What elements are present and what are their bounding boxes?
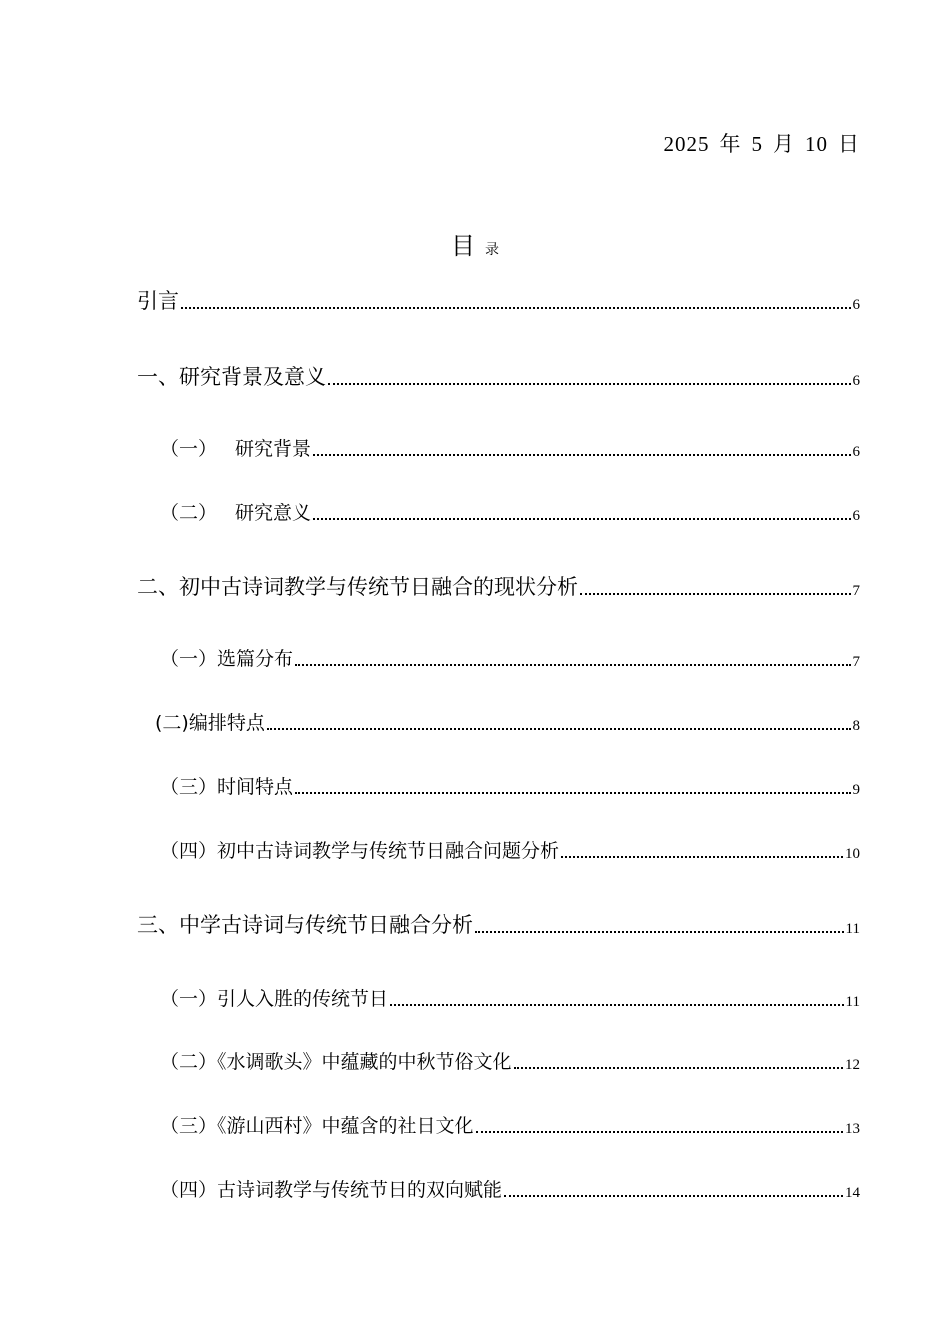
toc-entry-label: （二）《水调歌头》中蕴藏的中秋节俗文化 bbox=[160, 1051, 512, 1073]
toc-page-number: 8 bbox=[852, 718, 860, 734]
toc-entry-chapter-3[interactable] bbox=[137, 912, 860, 938]
toc-leader-dots bbox=[295, 792, 850, 794]
toc-entry-title: 研究背景 bbox=[235, 438, 312, 460]
toc-page-number: 6 bbox=[852, 444, 860, 460]
toc-entry-chapter-2[interactable] bbox=[137, 574, 860, 600]
date-year: 2025 bbox=[663, 132, 710, 156]
toc-entry-label: 二、初中古诗词教学与传统节日融合的现状分析 bbox=[137, 575, 578, 599]
toc-heading bbox=[0, 226, 950, 261]
toc-entry-label: （三）时间特点 bbox=[160, 776, 294, 798]
date-month-char: 月 bbox=[773, 132, 795, 156]
toc-entry-3-3[interactable] bbox=[160, 1114, 860, 1138]
toc-entry-label: （四）初中古诗词教学与传统节日融合问题分析 bbox=[160, 840, 560, 862]
toc-leader-dots bbox=[181, 307, 851, 309]
toc-heading-main: 目 bbox=[451, 232, 475, 260]
toc-entry-label: （四）古诗词教学与传统节日的双向赋能 bbox=[160, 1179, 503, 1201]
toc-leader-dots bbox=[580, 593, 851, 595]
toc-entry-title: 研究意义 bbox=[235, 502, 312, 524]
document-date bbox=[664, 128, 861, 158]
toc-leader-dots bbox=[267, 728, 851, 730]
toc-page-number: 9 bbox=[852, 782, 860, 798]
toc-page-number: 10 bbox=[845, 846, 860, 862]
toc-leader-dots bbox=[561, 856, 843, 858]
toc-page-number: 13 bbox=[845, 1121, 860, 1137]
toc-entry-1-1[interactable] bbox=[160, 437, 860, 461]
toc-entry-introduction[interactable] bbox=[137, 288, 860, 314]
date-year-char: 年 bbox=[719, 132, 742, 156]
toc-entry-label: （一）选篇分布 bbox=[160, 648, 294, 670]
toc-entry-chapter-1[interactable] bbox=[137, 364, 860, 390]
toc-leader-dots bbox=[295, 664, 850, 666]
toc-leader-dots bbox=[313, 454, 850, 456]
toc-leader-dots bbox=[390, 1004, 844, 1006]
date-day: 10 bbox=[805, 132, 828, 156]
toc-leader-dots bbox=[514, 1067, 843, 1069]
toc-page-number: 6 bbox=[852, 508, 860, 524]
toc-entry-2-3[interactable] bbox=[160, 775, 860, 799]
toc-entry-label: 三、中学古诗词与传统节日融合分析 bbox=[137, 913, 473, 937]
toc-page-number: 7 bbox=[852, 654, 860, 670]
toc-page-number: 6 bbox=[852, 297, 860, 313]
toc-page-number: 14 bbox=[845, 1185, 860, 1201]
toc-entry-prefix: （二） bbox=[160, 502, 218, 524]
toc-entry-3-1[interactable] bbox=[160, 987, 860, 1011]
toc-entry-label: 引言 bbox=[137, 289, 179, 313]
toc-page-number: 6 bbox=[852, 373, 860, 389]
toc-entry-label: （三）《游山西村》中蕴含的社日文化 bbox=[160, 1115, 474, 1137]
date-day-char: 日 bbox=[838, 132, 860, 156]
date-month: 5 bbox=[751, 132, 763, 156]
toc-entry-2-4[interactable] bbox=[160, 839, 860, 863]
toc-page-number: 12 bbox=[845, 1057, 860, 1073]
toc-entry-label: (二)编排特点 bbox=[155, 712, 265, 734]
toc-entry-prefix: （一） bbox=[160, 438, 218, 460]
toc-leader-dots bbox=[328, 383, 851, 385]
toc-entry-label bbox=[160, 437, 311, 461]
toc-entry-3-4[interactable] bbox=[160, 1178, 860, 1202]
toc-heading-sub: 录 bbox=[485, 242, 499, 258]
toc-leader-dots bbox=[313, 518, 850, 520]
toc-page-number: 11 bbox=[845, 994, 860, 1010]
toc-entry-2-2[interactable] bbox=[155, 711, 860, 735]
toc-leader-dots bbox=[476, 1131, 843, 1133]
toc-entry-label: （一）引人入胜的传统节日 bbox=[160, 988, 389, 1010]
toc-entry-1-2[interactable] bbox=[160, 501, 860, 525]
toc-entry-3-2[interactable] bbox=[160, 1050, 860, 1074]
toc-entry-2-1[interactable] bbox=[160, 647, 860, 671]
toc-page-number: 7 bbox=[852, 583, 860, 599]
toc-leader-dots bbox=[504, 1195, 843, 1197]
toc-entry-label: 一、研究背景及意义 bbox=[137, 365, 326, 389]
toc-leader-dots bbox=[475, 931, 844, 933]
toc-page-number: 11 bbox=[845, 921, 860, 937]
toc-entry-label bbox=[160, 501, 311, 525]
